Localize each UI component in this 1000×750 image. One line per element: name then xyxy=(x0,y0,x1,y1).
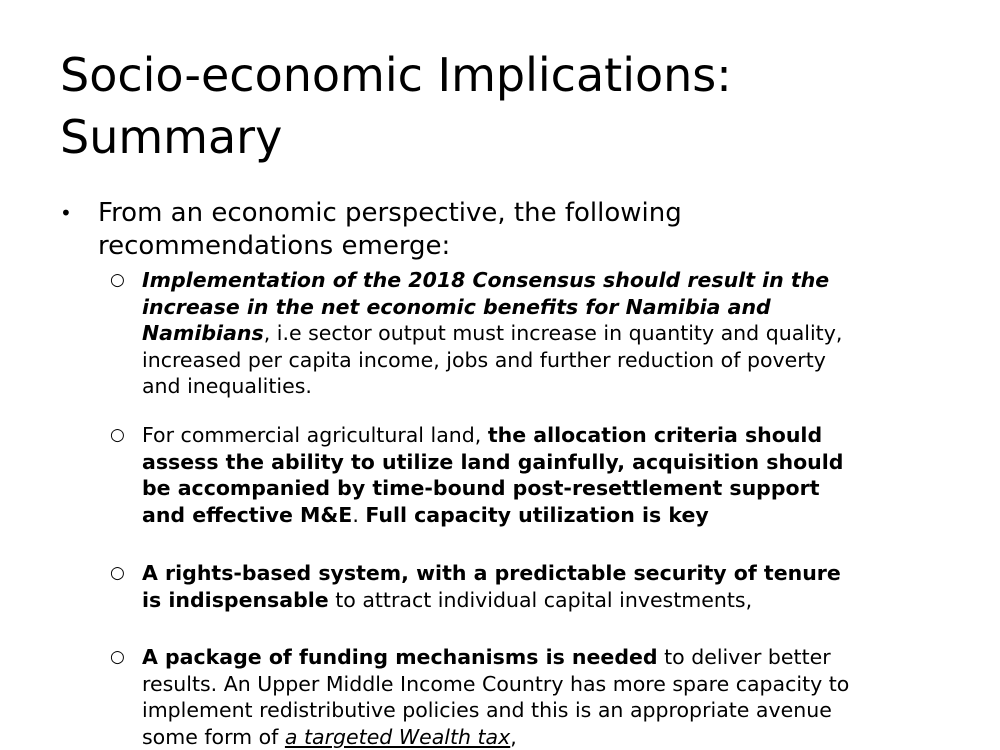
sub-item-commercial-land xyxy=(110,422,850,528)
sub-item-text xyxy=(142,644,850,750)
sub-bullet-marker: ○ xyxy=(110,425,125,445)
emphasis-text: Full capacity utilization is key xyxy=(365,502,709,527)
emphasis-text: A package of funding mechanisms is needed xyxy=(142,645,658,669)
body-text: , xyxy=(510,724,517,749)
sub-bullet-marker: ○ xyxy=(110,563,125,583)
sub-item-implementation xyxy=(110,267,850,400)
main-bullet xyxy=(60,197,920,263)
emphasis-text: Implementation of the 2018 Consensus should result in the increase in the net economic benefits for Namibia and Namibians xyxy=(142,268,830,345)
sub-item-text xyxy=(142,267,850,400)
sub-item-text xyxy=(142,422,850,528)
sub-item-rights-based xyxy=(110,560,850,613)
sub-bullet-marker: ○ xyxy=(110,647,125,667)
emphasis-text: the allocation criteria should assess the ability to utilize land gainfully, acquisition should be accompanied by time-bound post-resettlement support and effective M&E xyxy=(142,423,844,527)
bullet-marker: • xyxy=(60,201,72,225)
body-text: , i.e sector output must increase in quantity and quality, increased per capita income, jobs and further reduction of poverty and inequalities. xyxy=(142,321,843,398)
wealth-tax-emphasis: a targeted Wealth tax xyxy=(284,724,511,749)
body-text: to deliver better results. An Upper Middle Income Country has more spare capacity to implement redistributive policies and this is an appropriate avenue some form of xyxy=(142,645,850,749)
slide-title: Socio-economic Implications: Summary xyxy=(60,48,732,164)
sub-item-funding xyxy=(110,644,850,750)
sub-bullet-marker: ○ xyxy=(110,270,125,290)
body-text: For commercial agricultural land, xyxy=(142,423,488,447)
body-text: to attract individual capital investments, xyxy=(328,587,753,612)
emphasis-text: A rights-based system, with a predictable security of tenure is indispensable xyxy=(142,561,841,612)
body-text: . xyxy=(352,502,366,527)
main-bullet-text: From an economic perspective, the following recommendations emerge: xyxy=(98,198,682,261)
sub-item-text xyxy=(142,560,850,613)
